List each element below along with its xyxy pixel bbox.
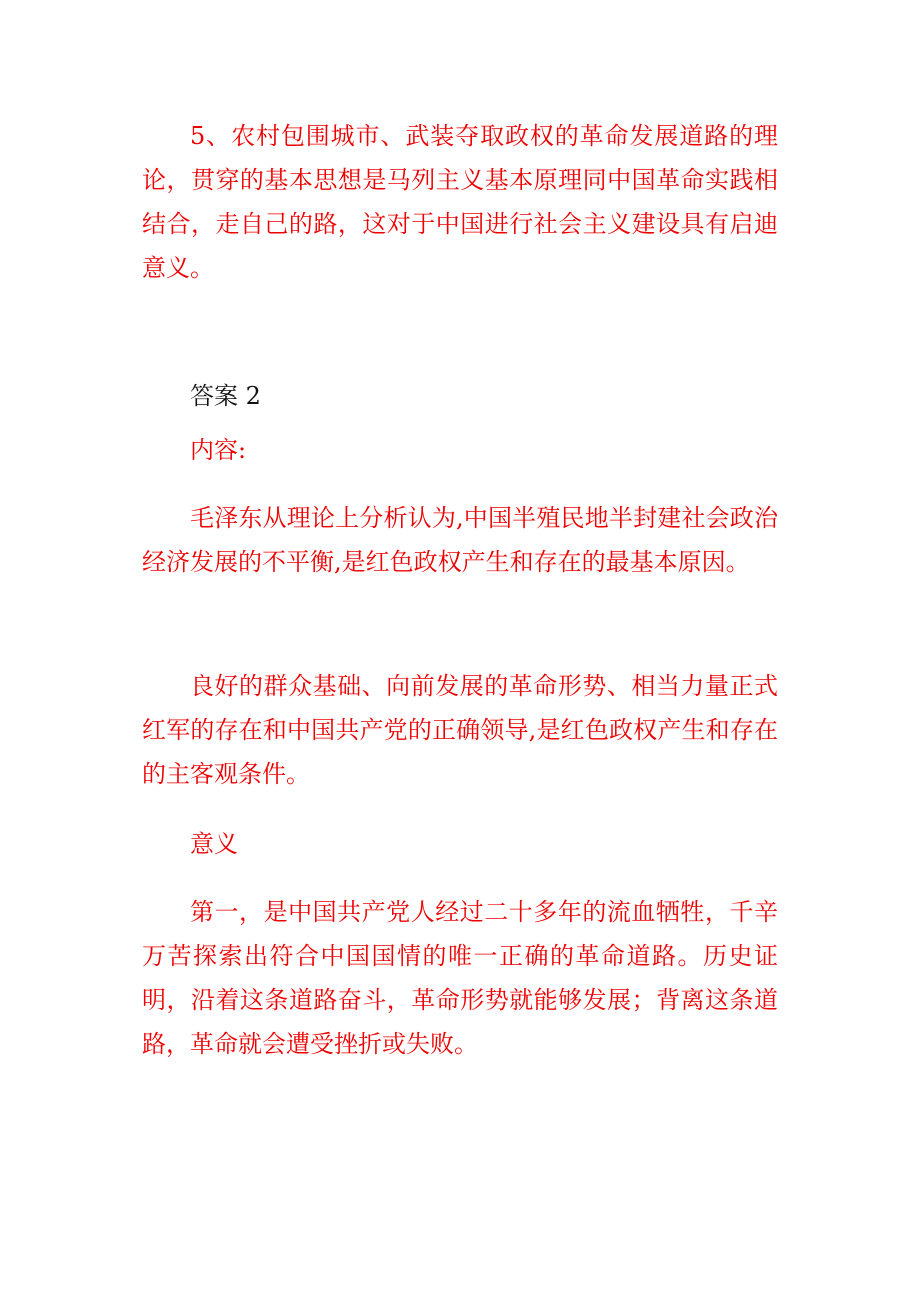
answer-label: 答案 2 (190, 382, 261, 410)
content-paragraph-2: 良好的群众基础、向前发展的革命形势、相当力量正式红军的存在和中国共产党的正确领导,是红色政权产生和存在的主客观条件。 (142, 672, 778, 788)
point-5-paragraph: 5、农村包围城市、武装夺取政权的革命发展道路的理论，贯穿的基本思想是马列主义基本原理同中国革命实践相结合，走自己的路，这对于中国进行社会主义建设具有启迪意义。 (142, 122, 778, 282)
content-label: 内容: (190, 436, 247, 464)
significance-paragraph-1: 第一，是中国共产党人经过二十多年的流血牺牲，千辛万苦探索出符合中国国情的唯一正确的革命道路。历史证明，沿着这条道路奋斗，革命形势就能够发展；背离这条道路，革命就会遭受挫折或失败。 (142, 898, 778, 1058)
content-paragraph-1: 毛泽东从理论上分析认为,中国半殖民地半封建社会政治经济发展的不平衡,是红色政权产生和存在的最基本原因。 (142, 504, 778, 576)
significance-label: 意义 (190, 830, 238, 858)
